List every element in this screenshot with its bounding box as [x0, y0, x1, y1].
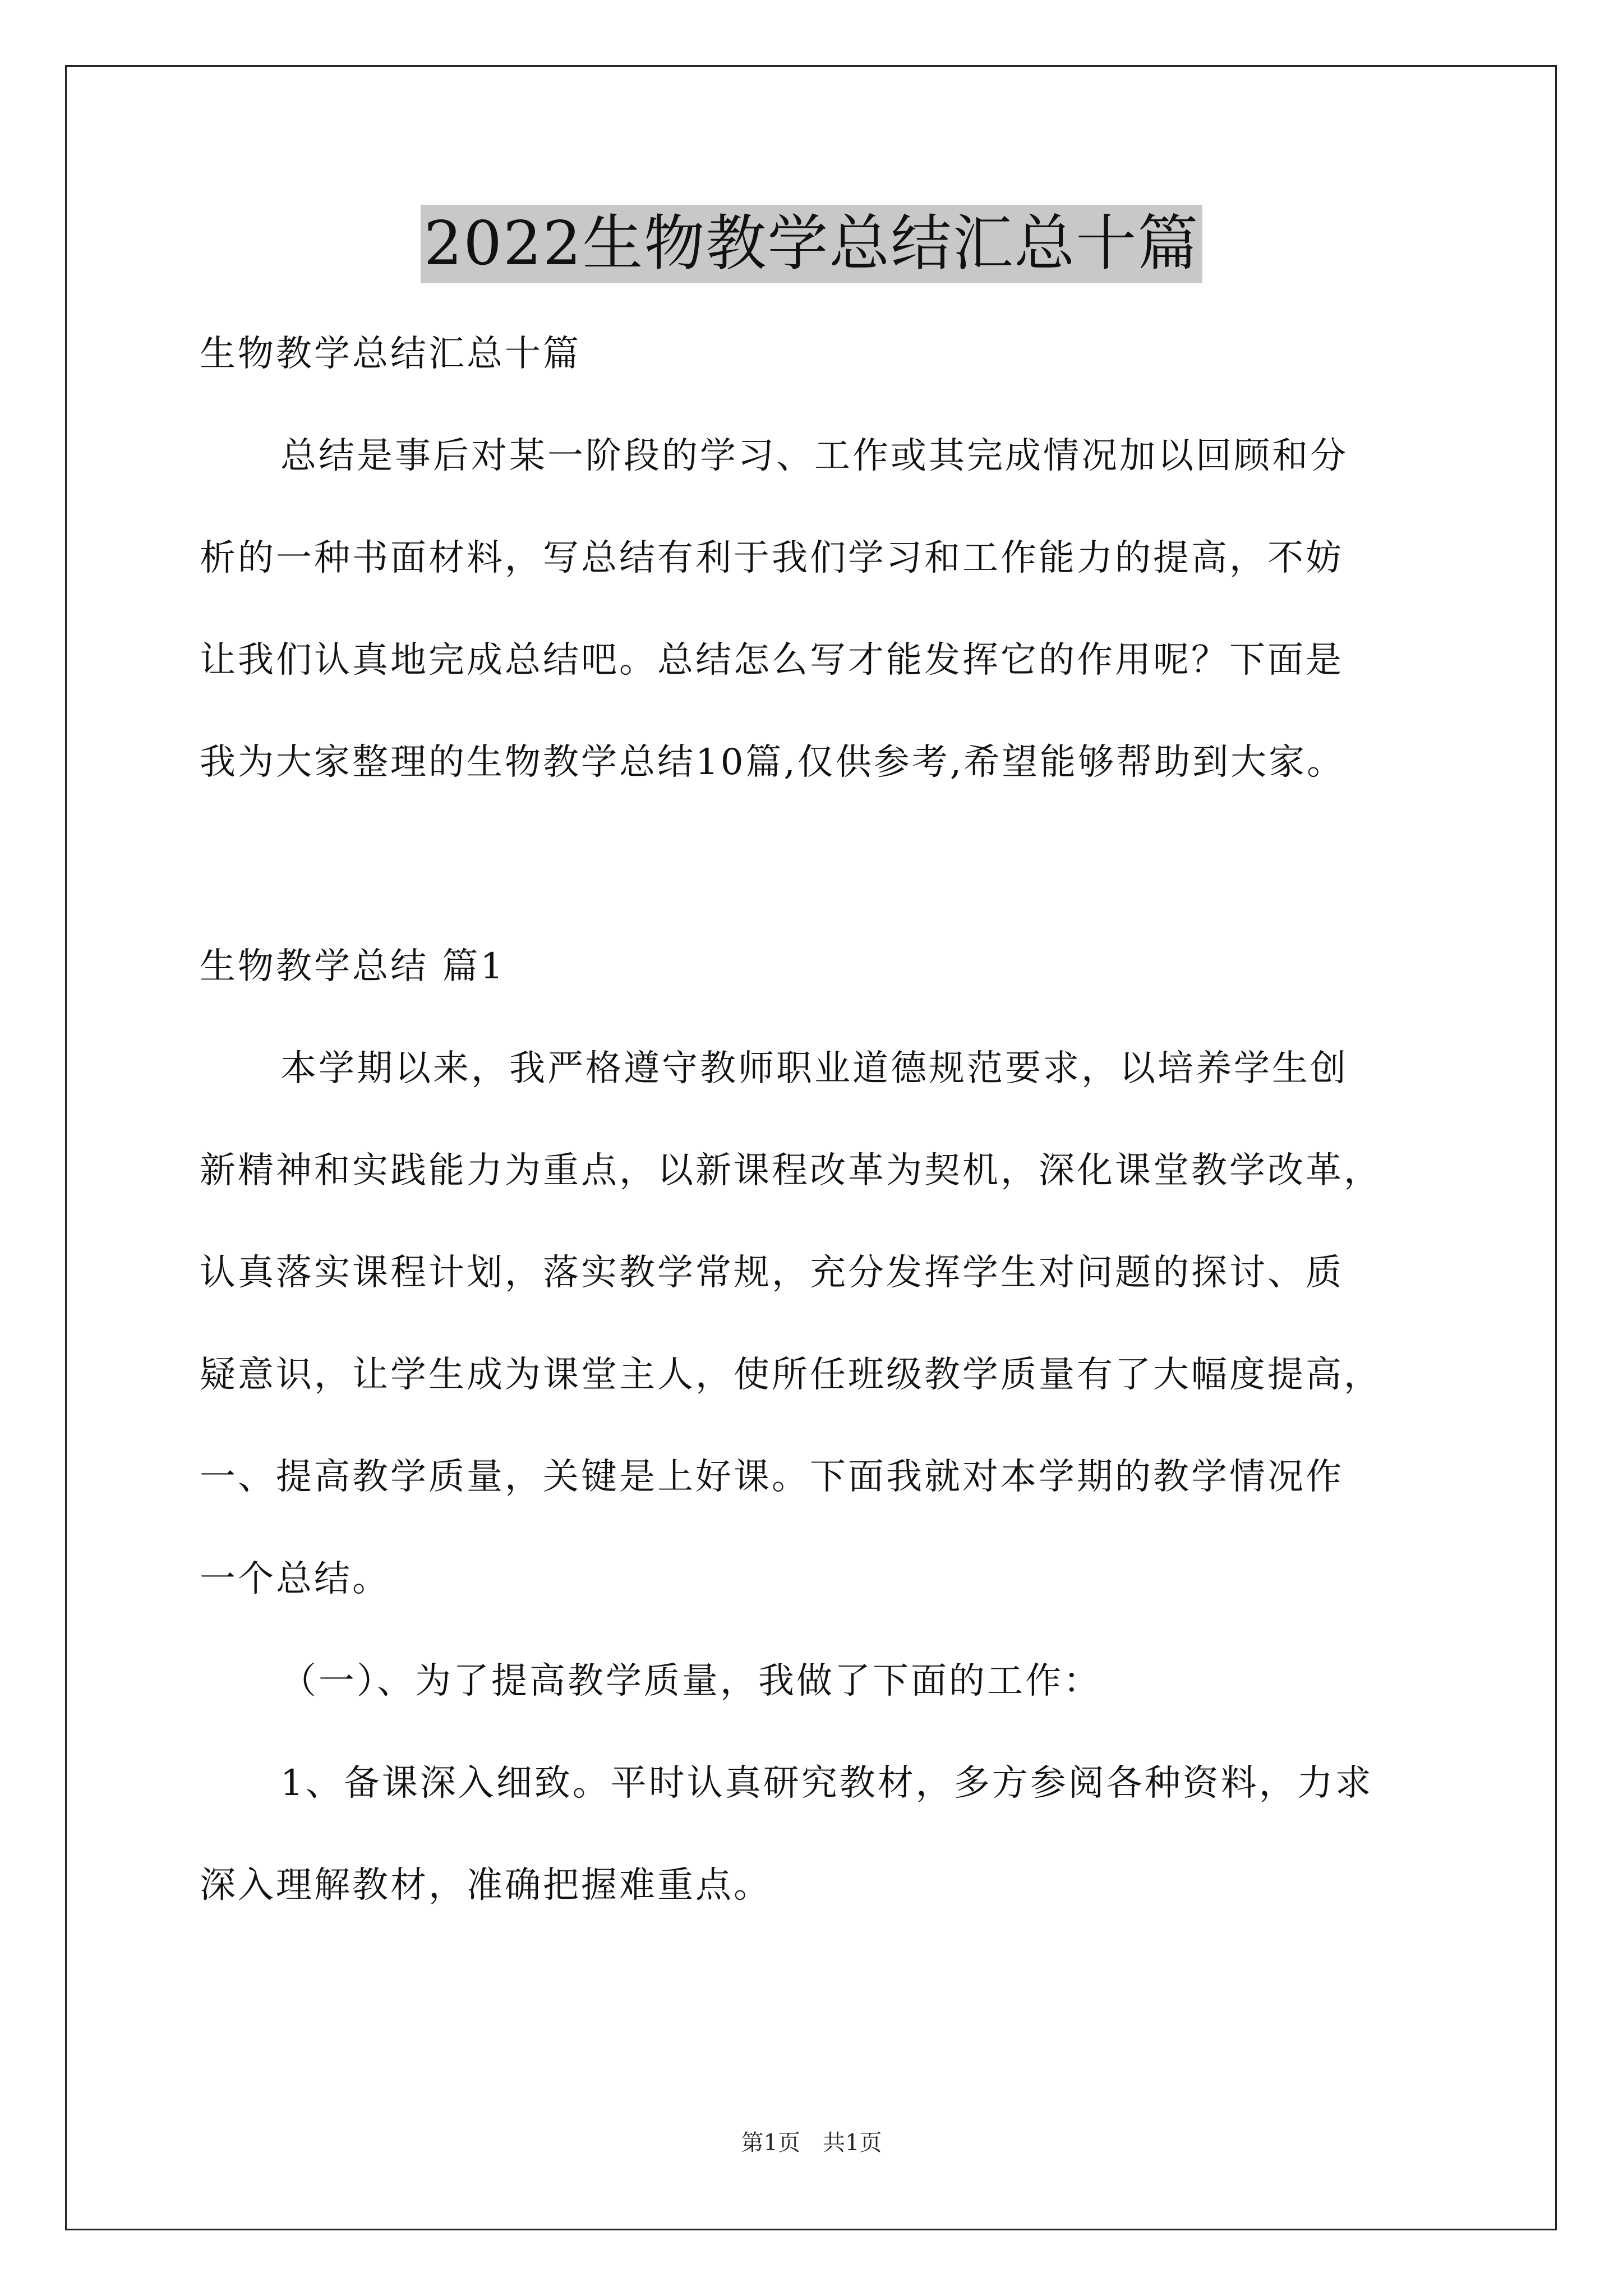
document-subtitle: 生物教学总结汇总十篇	[200, 333, 581, 375]
document-title: 2022生物教学总结汇总十篇	[421, 205, 1203, 283]
item1-line-1: 1、备课深入细致。平时认真研究教材，多方参阅各种资料，力求	[280, 1763, 1373, 1804]
section-line-5: 一、提高教学质量，关键是上好课。下面我就对本学期的教学情况作	[200, 1456, 1344, 1498]
section-line-6: 一个总结。	[200, 1558, 390, 1600]
title-container	[0, 205, 1623, 283]
document-body	[200, 303, 1456, 1936]
section-line-1: 本学期以来，我严格遵守教师职业道德规范要求，以培养学生创	[280, 1048, 1348, 1089]
intro-line-1: 总结是事后对某一阶段的学习、工作或其完成情况加以回顾和分	[280, 435, 1348, 477]
item1-line-2: 深入理解教材，准确把握难重点。	[200, 1865, 772, 1906]
intro-line-3: 让我们认真地完成总结吧。总结怎么写才能发挥它的作用呢？下面是	[200, 639, 1344, 681]
intro-line-2: 析的一种书面材料，写总结有利于我们学习和工作能力的提高，不妨	[200, 537, 1344, 579]
page-number: 第1页	[741, 2130, 800, 2156]
section-heading: 生物教学总结 篇1	[200, 946, 506, 987]
section-line-4: 疑意识，让学生成为课堂主人，使所任班级教学质量有了大幅度提高，	[200, 1354, 1382, 1396]
page-footer	[0, 2126, 1623, 2160]
page-total: 共1页	[823, 2130, 882, 2156]
subheading: （一）、为了提高教学质量，我做了下面的工作：	[280, 1660, 1101, 1702]
section-line-3: 认真落实课程计划，落实教学常规，充分发挥学生对问题的探讨、质	[200, 1252, 1344, 1294]
section-line-2: 新精神和实践能力为重点，以新课程改革为契机，深化课堂教学改革，	[200, 1150, 1382, 1191]
intro-line-4: 我为大家整理的生物教学总结10篇,仅供参考,希望能够帮助到大家。	[200, 742, 1345, 783]
paragraph-gap	[200, 813, 1456, 915]
